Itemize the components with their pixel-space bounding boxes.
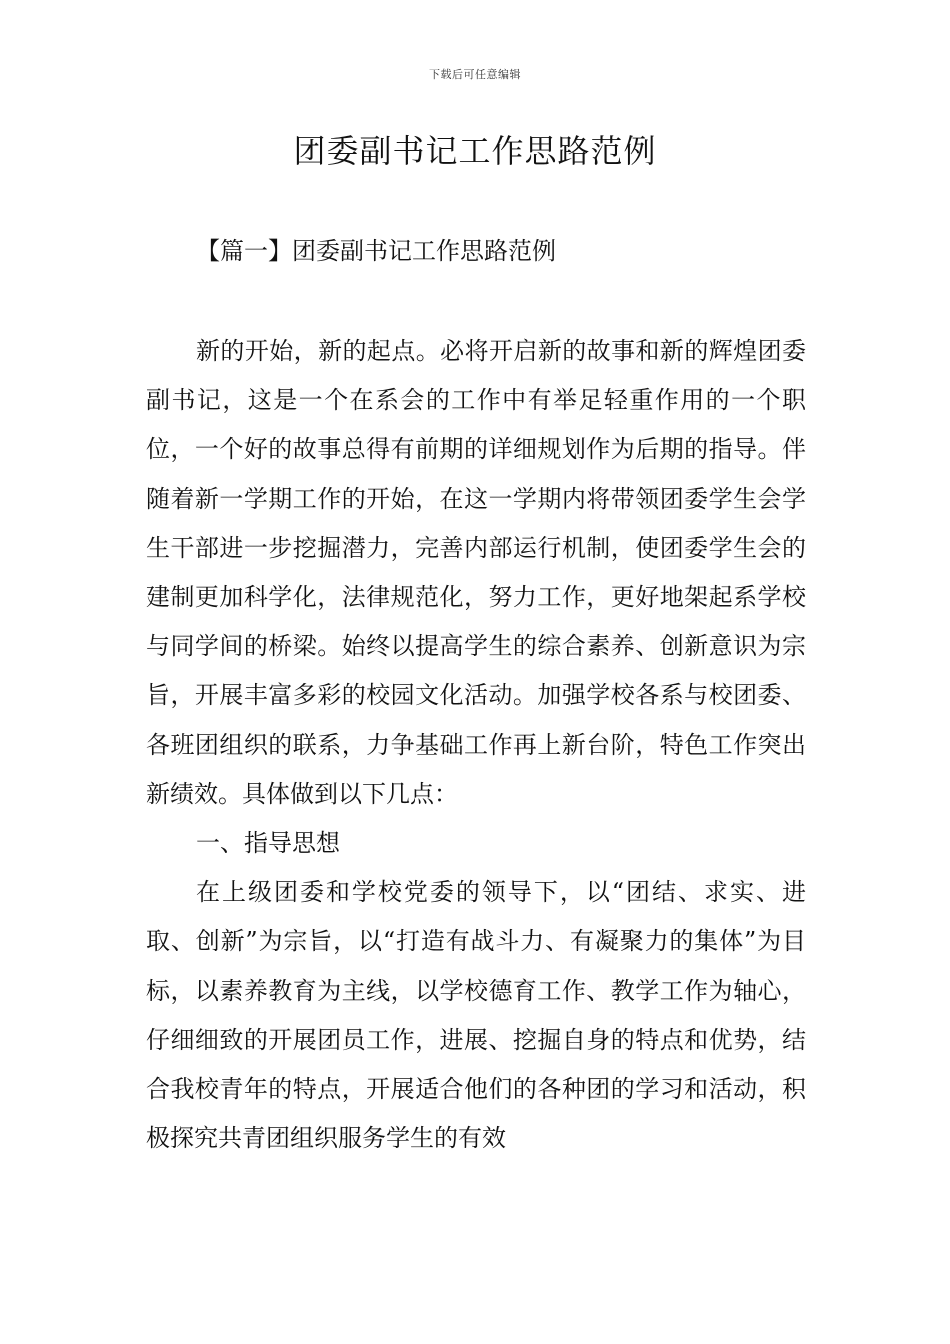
header-note: 下载后可任意编辑 <box>429 68 521 81</box>
section-heading: 【篇一】团委副书记工作思路范例 <box>196 237 556 265</box>
paragraph-heading-guiding-thought: 一、指导思想 <box>196 829 340 858</box>
body-text <box>146 327 806 1163</box>
document-title: 团委副书记工作思路范例 <box>293 132 657 170</box>
paragraph-intro: 新的开始，新的起点。必将开启新的故事和新的辉煌团委副书记，这是一个在系会的工作中有举足轻重作用的一个职位，一个好的故事总得有前期的详细规划作为后期的指导。伴随着新一学期工作的开始，在这一学期内将带领团委学生会学生干部进一步挖掘潜力，完善内部运行机制，使团委学生会的建制更加科学化，法律规范化，努力工作，更好地架起系学校与同学间的桥梁。始终以提高学生的综合素养、创新意识为宗旨，开展丰富多彩的校园文化活动。加强学校各系与校团委、各班团组织的联系，力争基础工作再上新台阶，特色工作突出新绩效。具体做到以下几点： <box>146 337 806 808</box>
paragraph-guiding-thought: 在上级团委和学校党委的领导下，以“团结、求实、进取、创新”为宗旨，以“打造有战斗力、有凝聚力的集体”为目标，以素养教育为主线，以学校德育工作、教学工作为轴心，仔细细致的开展团员工作，进展、挖掘自身的特点和优势，结合我校青年的特点，开展适合他们的各种团的学习和活动，积极探究共青团组织服务学生的有效 <box>146 878 806 1153</box>
